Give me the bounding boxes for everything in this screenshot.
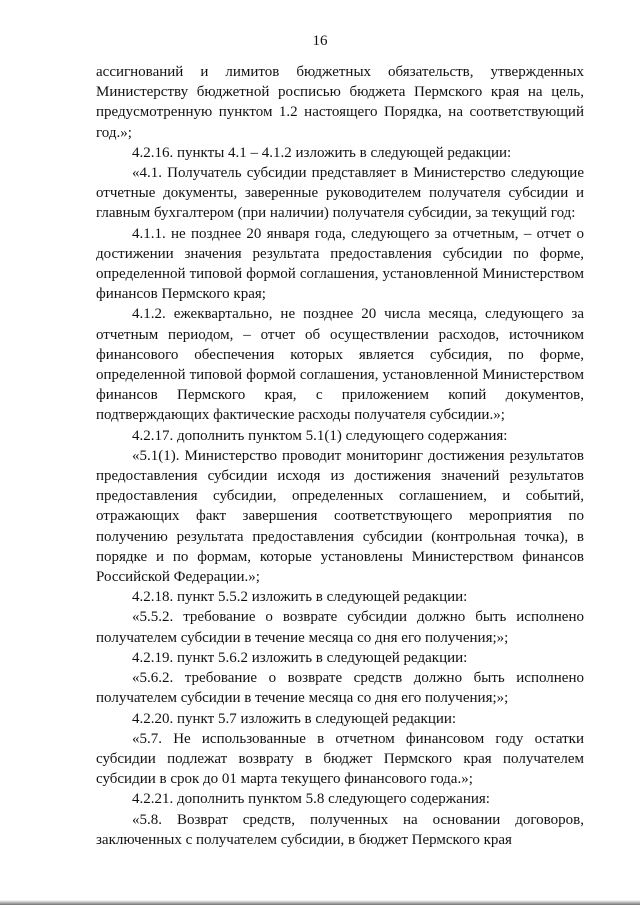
paragraph-clause-5-8: «5.8. Возврат средств, полученных на основании договоров, заключенных с получателем субсидии, в бюджет Пермского края (96, 811, 584, 848)
paragraph-item-4-2-21: 4.2.21. дополнить пунктом 5.8 следующего содержания: (132, 791, 490, 808)
paragraph-clause-5-5-2: «5.5.2. требование о возврате субсидии должно быть исполнено получателем субсидии в течение месяца со дня его получения;»; (96, 609, 584, 646)
paragraph-clause-4-1: «4.1. Получатель субсидии представляет в Министерство следующие отчетные документы, заверенные руководителем получателя субсидии и главным бухгалтером (при наличии) получателя субсидии, за текущий год: (96, 165, 584, 222)
paragraph-item-4-2-20: 4.2.20. пункт 5.7 изложить в следующей редакции: (132, 710, 457, 727)
paragraph-item-4-2-19: 4.2.19. пункт 5.6.2 изложить в следующей редакции: (132, 649, 468, 666)
paragraph-clause-5-1-1: «5.1(1). Министерство проводит мониторинг достижения результатов предоставления субсидии исходя из достижения значений результатов предоставления субсидии, определенных соглашением, и событий, отражающих факт завершения соответствующего мероприятия по получению результата предоставления субсидии (контрольная точка), в порядке и по формам, которые установлены Министерством финансов Российской Федерации.»; (96, 447, 584, 586)
paragraph-clause-5-7: «5.7. Не использованные в отчетном финансовом году остатки субсидии подлежат возврату в бюджет Пермского края получателем субсидии в срок до 01 марта текущего финансового года.»; (96, 730, 584, 788)
scan-bottom-edge (0, 900, 640, 905)
paragraph-clause-4-1-1: 4.1.1. не позднее 20 января года, следующего за отчетным, – отчет о достижении значения результата предоставления субсидии по форме, определенной типовой формой соглашения, установленной Министерством финансов Пермского края; (96, 225, 584, 303)
paragraph-item-4-2-18: 4.2.18. пункт 5.5.2 изложить в следующей редакции: (132, 589, 468, 606)
paragraph-item-4-2-16: 4.2.16. пункты 4.1 – 4.1.2 изложить в следующей редакции: (132, 144, 512, 161)
paragraph-continuation: ассигнований и лимитов бюджетных обязательств, утвержденных Министерству бюджетной росписью бюджета Пермского края на цель, предусмотренную пунктом 1.2 настоящего Порядка, на соответствующий год.»; (96, 64, 584, 141)
paragraph-clause-4-1-2: 4.1.2. ежеквартально, не позднее 20 числа месяца, следующего за отчетным периодом, – отчет об осуществлении расходов, источником финансового обеспечения которых является субсидия, по форме, определенной типовой формой соглашения, установленной Министерством финансов Пермского края, с приложением копий документов, подтверждающих фактические расходы получателя субсидии.»; (96, 306, 584, 424)
paragraph-clause-5-6-2: «5.6.2. требование о возврате средств должно быть исполнено получателем субсидии в течение месяца со дня его получения;»; (96, 670, 584, 707)
paragraph-item-4-2-17: 4.2.17. дополнить пунктом 5.1(1) следующего содержания: (132, 427, 508, 444)
document-body (96, 62, 584, 850)
page-number: 16 (312, 33, 328, 49)
